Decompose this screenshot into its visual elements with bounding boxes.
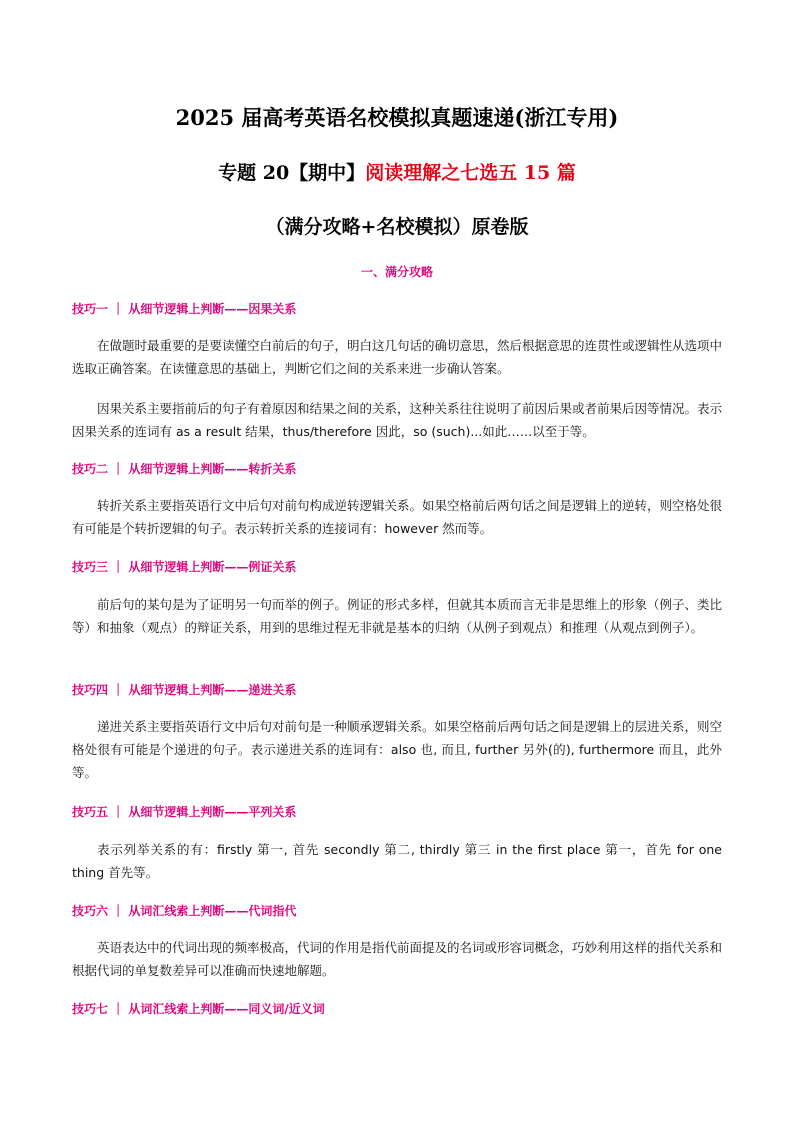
tip-heading-2: 技巧二 ｜ 从细节逻辑上判断——转折关系	[72, 462, 297, 476]
subtitle2-part2: 名校模拟）原卷版	[376, 216, 529, 238]
document-title: 2025 届高考英语名校模拟真题速递(浙江专用)	[175, 105, 619, 130]
tip-4-paragraph-1: 递进关系主要指英语行文中后句对前句是一种顺承逻辑关系。如果空格前后两句话之间是逻辑上的层进关系，则空格处很有可能是个递进的句子。表示递进关系的连词有：also 也, 而且, further 另外(的), furthermore 而且，此外等。	[72, 719, 723, 780]
tip-2-paragraph-1: 转折关系主要指英语行文中后句对前句构成逆转逻辑关系。如果空格前后两句话之间是逻辑上的逆转，则空格处很有可能是个转折逻辑的句子。表示转折关系的连接词有：however 然而等。	[72, 498, 723, 536]
tip-heading-6: 技巧六 ｜ 从词汇线索上判断——代词指代	[72, 904, 297, 918]
tip-heading-7: 技巧七 ｜ 从词汇线索上判断——同义词/近义词	[72, 1002, 325, 1016]
subtitle-highlight: 阅读理解之七选五 15 篇	[365, 162, 576, 184]
document-subtitle-2	[0, 212, 794, 239]
tip-6-paragraph-1: 英语表达中的代词出现的频率极高，代词的作用是指代前面提及的名词或形容词概念，巧妙利用这样的指代关系和根据代词的单复数差异可以准确而快速地解题。	[72, 940, 723, 978]
tip-heading-3: 技巧三 ｜ 从细节逻辑上判断——例证关系	[72, 560, 297, 574]
section-heading: 一、满分攻略	[360, 265, 433, 279]
subtitle2-plus: +	[360, 216, 377, 238]
tip-5-paragraph-1: 表示列举关系的有：firstly 第一, 首先 secondly 第二, thirdly 第三 in the first place 第一，首先 for one thing 首先等。	[72, 842, 722, 880]
tip-heading-1: 技巧一 ｜ 从细节逻辑上判断——因果关系	[72, 302, 297, 316]
tip-1-paragraph-1: 在做题时最重要的是要读懂空白前后的句子，明白这几句话的确切意思，然后根据意思的连贯性或逻辑性从选项中选取正确答案。在读懂意思的基础上，判断它们之间的关系来进一步确认答案。	[72, 338, 723, 376]
tip-heading-5: 技巧五 ｜ 从细节逻辑上判断——平列关系	[72, 805, 297, 819]
tip-3-paragraph-1: 前后句的某句是为了证明另一句而举的例子。例证的形式多样，但就其本质而言无非是思维上的形象（例子、类比等）和抽象（观点）的辩证关系，用到的思维过程无非就是基本的归纳（从例子到观点）和推理（从观点到例子）。	[72, 597, 723, 635]
document-subtitle	[0, 158, 794, 185]
subtitle-prefix: 专题 20【期中】	[218, 162, 366, 184]
subtitle2-part1: （满分攻略	[265, 216, 361, 238]
tip-heading-4: 技巧四 ｜ 从细节逻辑上判断——递进关系	[72, 683, 297, 697]
tip-1-paragraph-2: 因果关系主要指前后的句子有着原因和结果之间的关系，这种关系往往说明了前因后果或者前果后因等情况。表示因果关系的连词有 as a result 结果，thus/therefore 因此，so (such)...如此……以至于等。	[72, 401, 723, 439]
